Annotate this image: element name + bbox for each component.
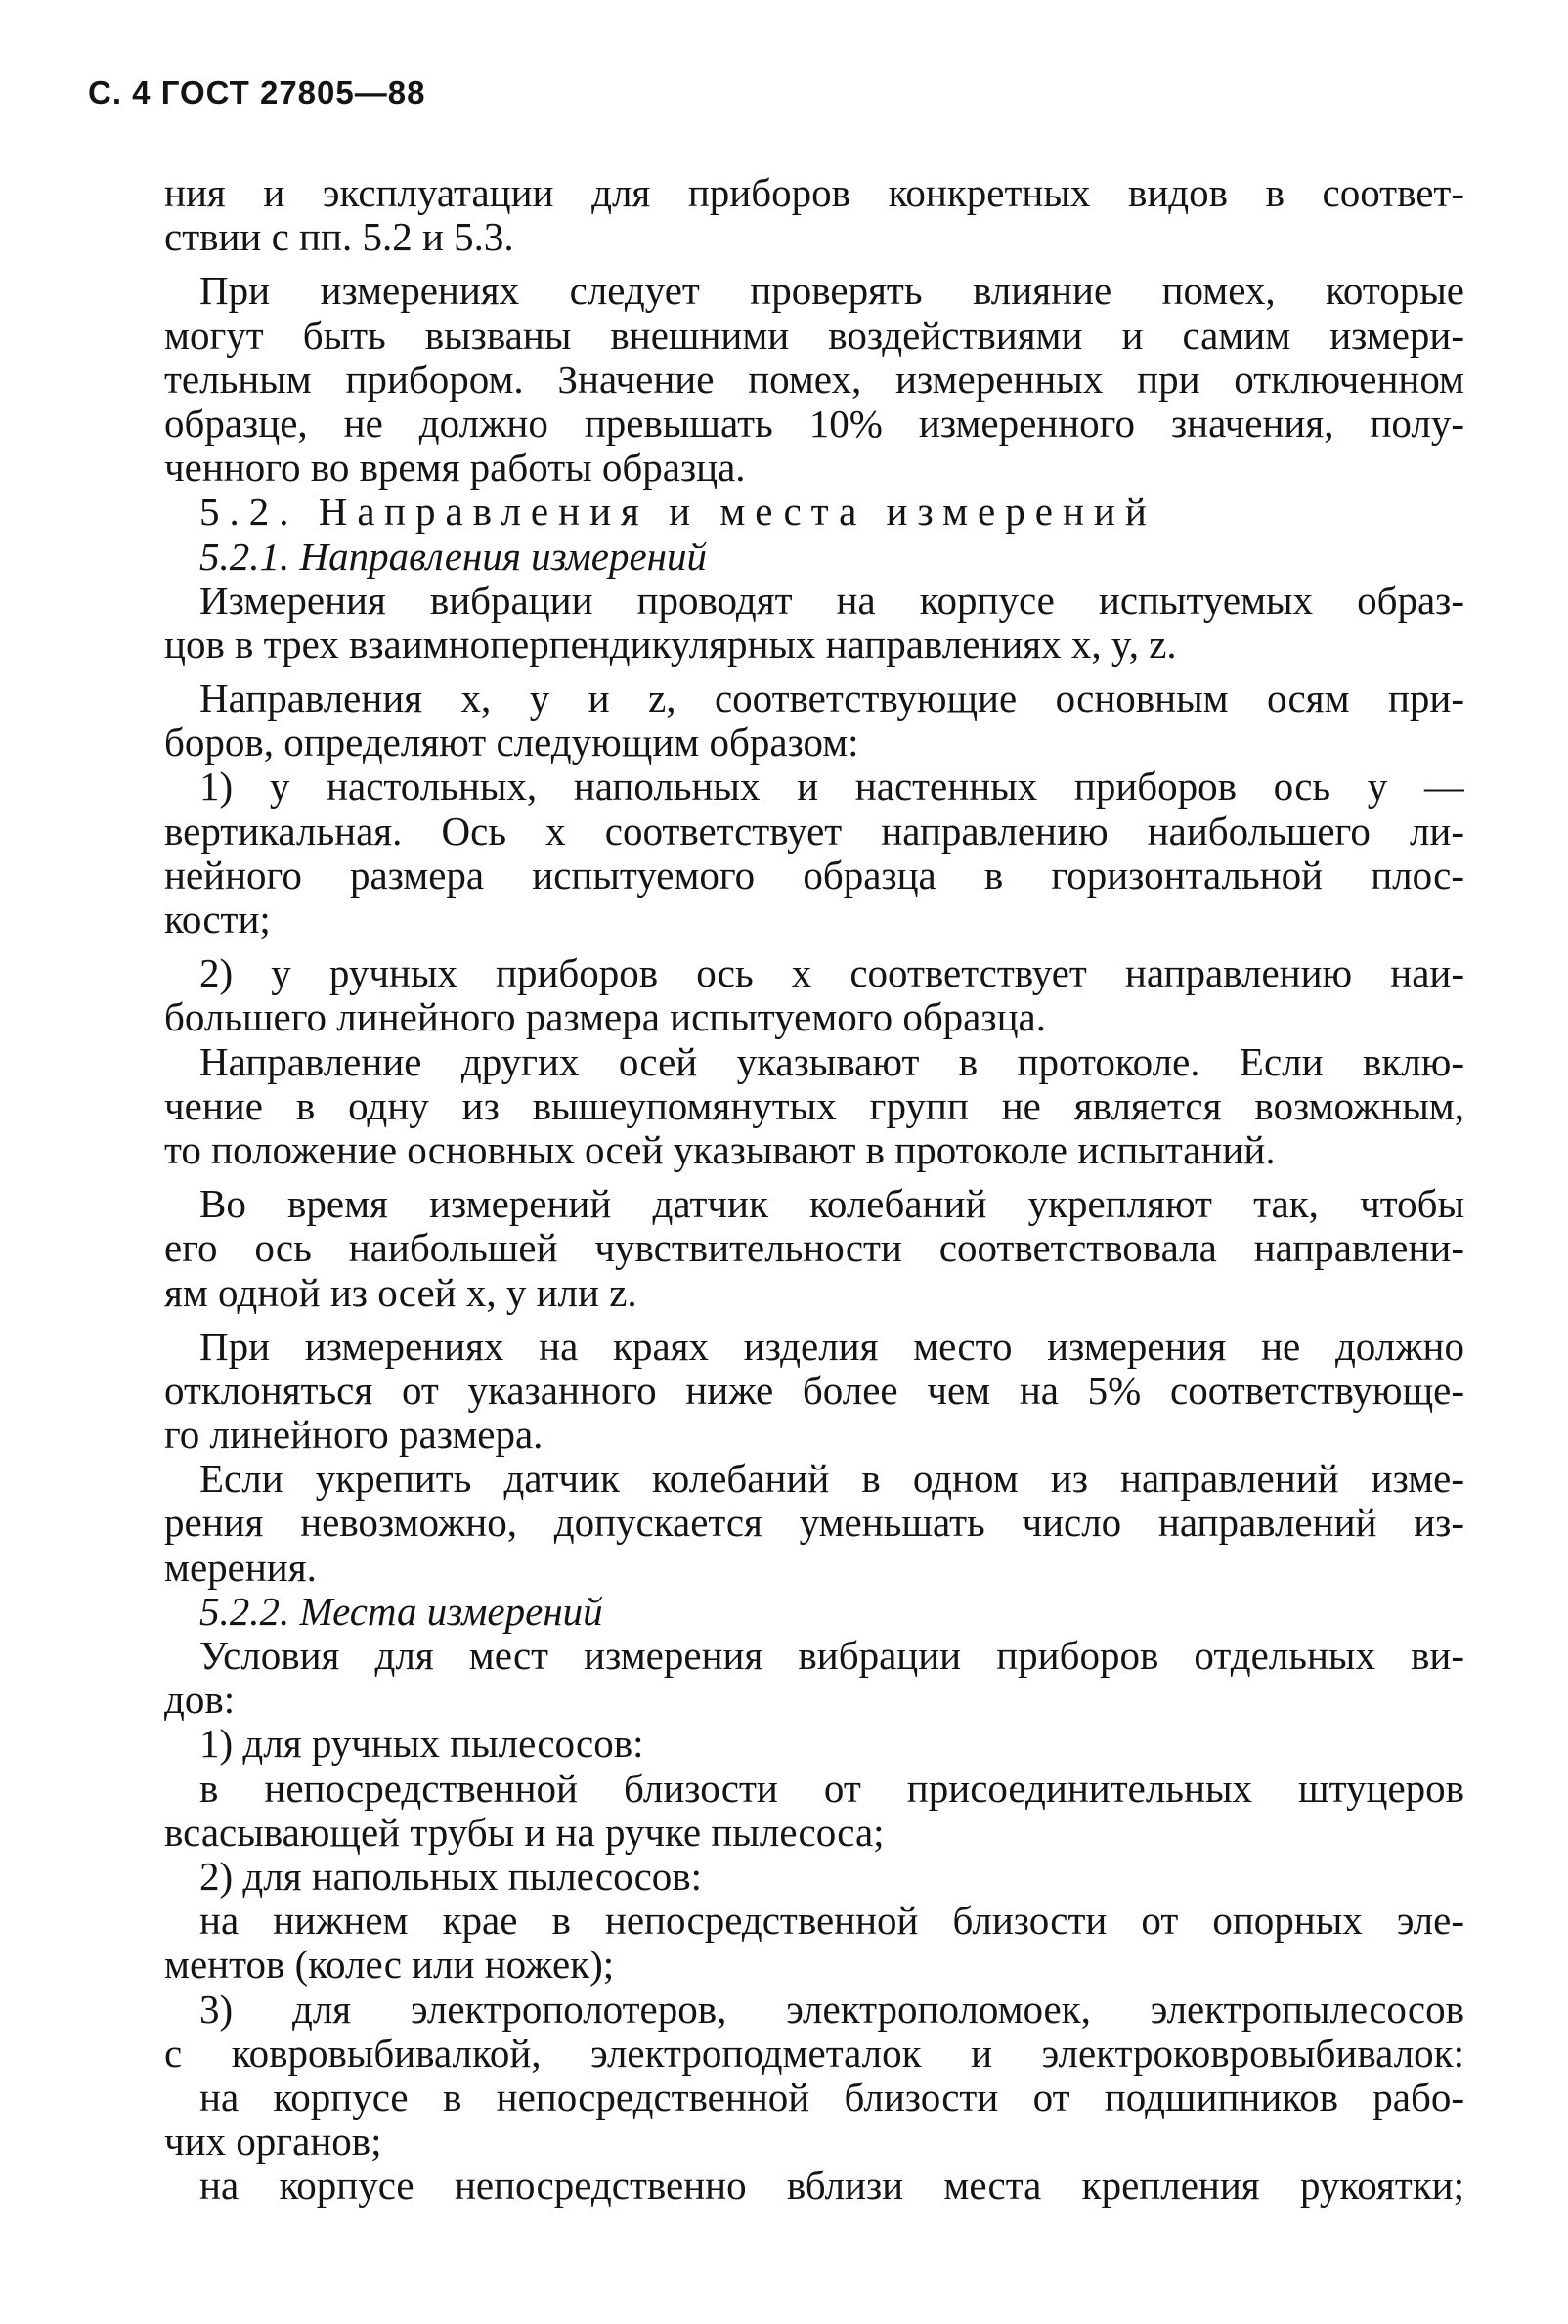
text-line: При измерениях на краях изделия место измерения не должно	[199, 1324, 1464, 1369]
text-line: его ось наибольшей чувствительности соответствовала направлени-	[164, 1226, 1464, 1271]
text-line: цов в трех взаимноперпендикулярных направлениях x, y, z.	[164, 621, 1177, 667]
text-line: тельным прибором. Значение помех, измеренных при отключенном	[164, 357, 1464, 402]
text-line: ментов (колес или ножек);	[164, 1942, 615, 1988]
text-line: ям одной из осей x, y или z.	[164, 1269, 637, 1315]
text-line: на корпусе непосредственно вблизи места крепления рукоятки;	[199, 2164, 1464, 2209]
text-line: рения невозможно, допускается уменьшать число направлений из-	[164, 1501, 1464, 1546]
text-line: дов:	[164, 1677, 236, 1723]
text-line: 1) для ручных пылесосов:	[199, 1721, 644, 1767]
text-line: Направления x, y и z, соответствующие основным осям при-	[199, 677, 1464, 722]
text-line: чих органов;	[164, 2119, 382, 2165]
text-line: вертикальная. Ось x соответствует направлению наибольшего ли-	[164, 809, 1464, 854]
page-header: С. 4 ГОСТ 27805—88	[88, 74, 426, 110]
text-line: ченного во время работы образца.	[164, 445, 746, 491]
text-line: чение в одну из вышеупомянутых групп не является возможным,	[164, 1083, 1464, 1128]
text-line: Если укрепить датчик колебаний в одном из направлений изме-	[199, 1457, 1464, 1502]
text-line: 1) у настольных, напольных и настенных приборов ось y —	[199, 765, 1464, 810]
text-line: боров, определяют следующим образом:	[164, 720, 859, 766]
text-line: в непосредственной близости от присоединительных штуцеров	[199, 1766, 1464, 1811]
text-line: нейного размера испытуемого образца в горизонтальной плос-	[164, 853, 1464, 898]
text-line: При измерениях следует проверять влияние помех, которые	[199, 269, 1464, 314]
text-line: 5.2.2. Места измерений	[199, 1588, 603, 1634]
text-line: образце, не должно превышать 10% измеренного значения, полу-	[164, 401, 1464, 446]
text-line: кости;	[164, 897, 271, 942]
text-line: Измерения вибрации проводят на корпусе испытуемых образ-	[199, 578, 1464, 623]
text-line: ствии с пп. 5.2 и 5.3.	[164, 214, 514, 260]
page-body	[164, 171, 1464, 2208]
text-line: Направление других осей указывают в протоколе. Если вклю-	[199, 1039, 1464, 1084]
text-line: Во время измерений датчик колебаний укрепляют так, чтобы	[199, 1182, 1464, 1227]
text-line: то положение основных осей указывают в протоколе испытаний.	[164, 1126, 1276, 1172]
text-line: всасывающей трубы и на ручке пылесоса;	[164, 1809, 885, 1855]
text-line: на корпусе в непосредственной близости от подшипников рабо-	[199, 2075, 1464, 2120]
text-line: могут быть вызваны внешними воздействиями и самим измери-	[164, 313, 1464, 358]
text-line: на нижнем крае в непосредственной близости от опорных эле-	[199, 1899, 1464, 1944]
text-line: Условия для мест измерения вибрации приборов отдельных ви-	[199, 1634, 1464, 1678]
text-line: отклоняться от указанного ниже более чем на 5% соответствующе-	[164, 1368, 1464, 1413]
text-line: 2) для напольных пылесосов:	[199, 1853, 703, 1899]
text-line: мерения.	[164, 1544, 317, 1590]
text-line: 5.2.1. Направления измерений	[199, 533, 708, 579]
text-line: большего линейного размера испытуемого образца.	[164, 994, 1046, 1040]
text-line: 5.2. Направления и места измерений	[199, 489, 1156, 535]
text-line: с ковровыбивалкой, электроподметалок и электроковровыбивалок:	[164, 2031, 1464, 2076]
text-line: 2) у ручных приборов ось x соответствует направлению наи-	[199, 951, 1464, 996]
text-line: го линейного размера.	[164, 1412, 544, 1458]
text-line: ния и эксплуатации для приборов конкретных видов в соответ-	[164, 171, 1464, 215]
text-line: 3) для электрополотеров, электрополомоек, электропылесосов	[199, 1987, 1464, 2032]
